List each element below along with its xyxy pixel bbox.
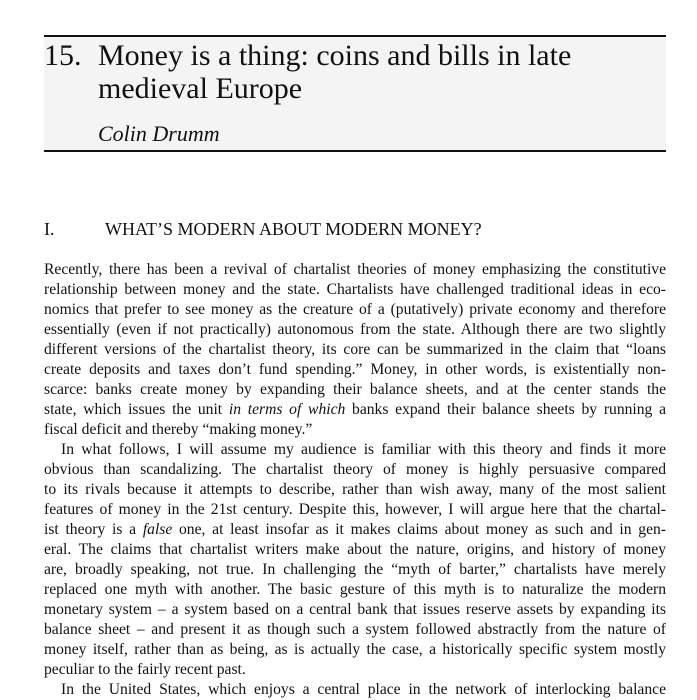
text-line: replaced one myth with another. The basic gesture of this myth is to naturalize the modern (44, 581, 666, 598)
text-line: money itself, rather than as being, as is actually the case, a historically specific system mostly (44, 641, 666, 658)
chapter-title-line: Money is a thing: coins and bills in late (98, 39, 572, 72)
text-line: scarce: banks create money by expanding their balance sheets, and at the center stands the (44, 381, 666, 398)
text-span: state, which issues the unit (44, 401, 229, 418)
text-line: monetary system – a system based on a central bank that issues reserve assets by expanding its (44, 601, 666, 618)
text-line: to its rivals because it attempts to describe, rather than wish away, many of the most salient (44, 481, 666, 498)
text-line: peculiar to the fairly recent past. (44, 661, 246, 678)
chapter-author: Colin Drumm (98, 121, 220, 146)
text-line: Recently, there has been a revival of chartalist theories of money emphasizing the constitutive (44, 261, 666, 278)
text-line: In what follows, I will assume my audience is familiar with this theory and finds it more (61, 441, 666, 458)
section-title: WHAT’S MODERN ABOUT MODERN MONEY? (105, 219, 482, 239)
emphasis-text: false (142, 521, 173, 538)
text-line: fiscal deficit and thereby “making money.” (44, 421, 313, 438)
paragraph (44, 440, 666, 680)
chapter-header (44, 35, 666, 152)
paragraph (44, 680, 666, 700)
chapter-title (98, 39, 658, 105)
body-text (44, 260, 666, 700)
paragraph (44, 260, 666, 440)
section-number: I. (44, 219, 55, 239)
text-line: create deposits and taxes don’t fund spending.” Money, in other words, is existentially non- (44, 361, 666, 378)
text-line (44, 400, 666, 420)
text-line (44, 520, 666, 540)
text-line: different versions of the chartalist theory, its core can be summarized in the claim that “loans (44, 341, 666, 358)
text-line: In the United States, which enjoys a central place in the network of interlocking balance (61, 681, 666, 698)
text-line: obvious than scandalizing. The chartalist theory of money is highly persuasive compared (44, 461, 666, 478)
text-line: features of money in the 21st century. Despite this, however, I will argue here that the chartal- (44, 501, 666, 518)
text-span: one, at least insofar as it makes claims about money as such and in gen- (172, 521, 666, 538)
chapter-title-line: medieval Europe (98, 72, 303, 105)
text-span: ist theory is a (44, 521, 143, 538)
text-line: eral. The claims that chartalist writers make about the nature, origins, and history of money (44, 541, 666, 558)
text-line: balance sheet – and present it as though such a system followed abstractly from the nature of (44, 621, 666, 638)
emphasis-text: in terms of which (228, 401, 346, 418)
text-span: banks expand their balance sheets by running a (345, 401, 667, 418)
text-line: relationship between money and the state. Chartalists have challenged traditional ideas in eco- (44, 281, 666, 298)
text-line: are, broadly speaking, not true. In challenging the “myth of barter,” chartalists have merely (44, 561, 666, 578)
text-line: nomics that prefer to see money as the creature of a (putatively) private economy and therefore (44, 301, 666, 318)
chapter-number: 15. (44, 39, 82, 72)
text-line: essentially (even if not practically) autonomous from the state. Although there are two slightly (44, 321, 666, 338)
